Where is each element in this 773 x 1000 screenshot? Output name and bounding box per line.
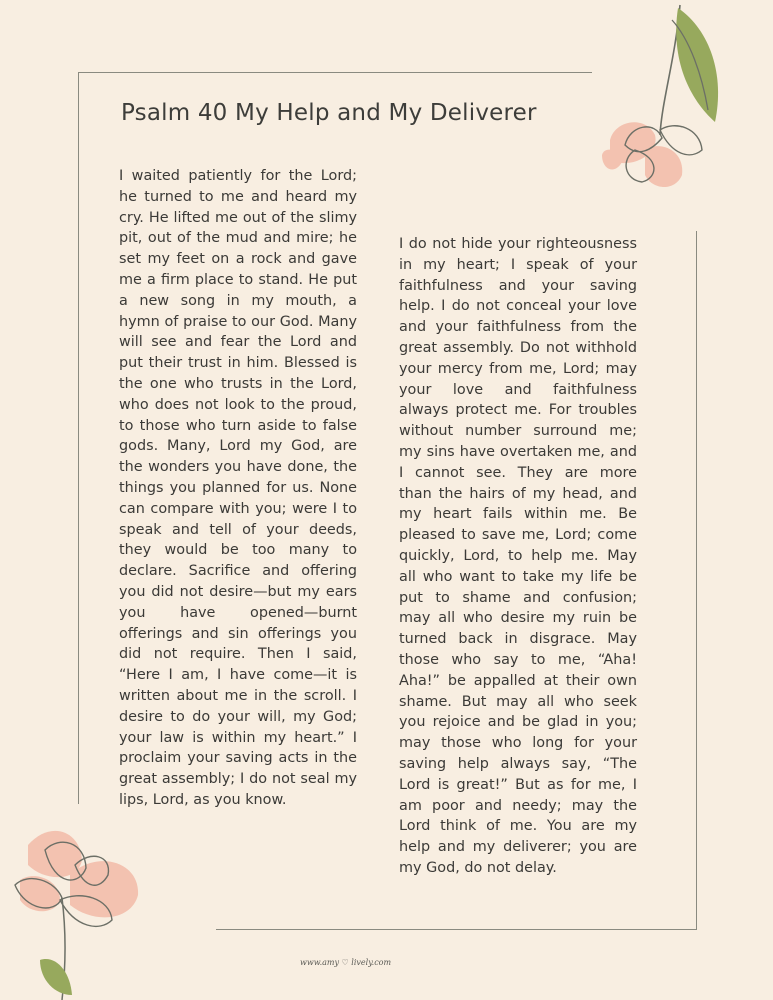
psalm-text-left-column: I waited patiently for the Lord; he turned to me and heard my cry. He lifted me out of the slimy pit, out of the mud and mire; he set my feet on a rock and gave me a firm place to stand. He put a new song in my mouth, a hymn of praise to our God. Many will see and fear the Lord and put their trust in him. Blessed is the one who trusts in the Lord, who does not look to the proud, to those who turn aside to false gods. Many, Lord my God, are the wonders you have done, the things you planned for us. None can compare with you; were I to speak and tell of your deeds, they would be too many to declare. Sacrifice and offering you did not desire—but my ears you have opened—burnt offerings and sin offerings you did not require. Then I said, “Here I am, I have come—it is written about me in the scroll. I desire to do your will, my God; your law is within my heart.” I proclaim your saving acts in the great assembly; I do not seal my lips, Lord, as you know.	[119, 168, 357, 808]
psalm-text-right-column: I do not hide your righteousness in my heart; I speak of your faithfulness and your saving help. I do not conceal your love and your faithfulness from the great assembly. Do not withhold your mercy from me, Lord; may your love and faithfulness always protect me. For troubles without number surround me; my sins have overtaken me, and I cannot see. They are more than the hairs of my head, and my heart fails within me. Be pleased to save me, Lord; come quickly, Lord, to help me. May all who want to take my life be put to shame and confusion; may all who desire my ruin be turned back in disgrace. May those who say to me, “Aha! Aha!” be appalled at their own shame. But may all who seek you rejoice and be glad in you; may those who long for your saving help always say, “The Lord is great!” But as for me, I am poor and needy; may the Lord think of me. You are my help and my deliverer; you are my God, do not delay.	[399, 236, 637, 876]
frame-right-line	[696, 231, 697, 930]
frame-bottom-line	[216, 929, 697, 930]
frame-left-line	[78, 72, 79, 804]
flower-top-right-icon	[590, 0, 773, 200]
page-title: Psalm 40 My Help and My Deliverer	[121, 100, 537, 126]
flower-bottom-left-icon	[0, 820, 160, 1000]
footer-website: www.amy ♡ lively.com	[300, 958, 392, 967]
frame-top-line	[78, 72, 592, 73]
